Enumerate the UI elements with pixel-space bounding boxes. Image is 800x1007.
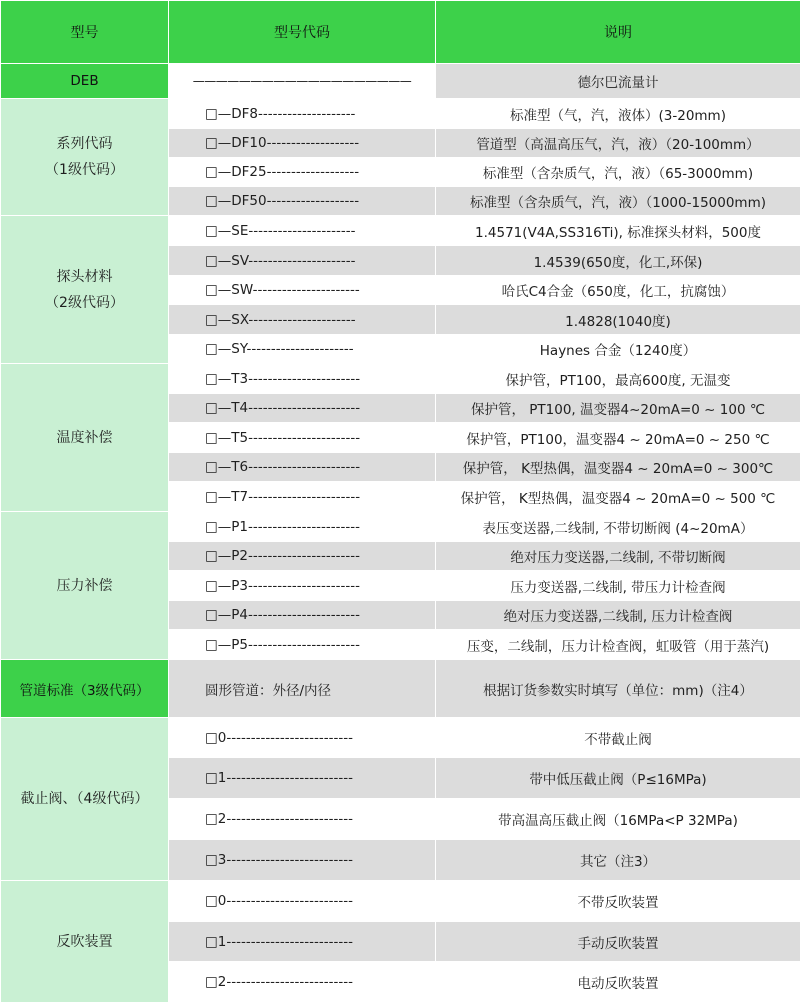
pressure-description: 表压变送器,二线制, 不带切断阀 (4~20mA） <box>436 512 800 542</box>
deb-description: 德尔巴流量计 <box>436 64 800 99</box>
series-code-label <box>1 99 169 216</box>
table-row <box>1 99 800 129</box>
valve-description: 带中低压截止阀（P≤16MPa) <box>436 758 800 799</box>
temp-description: 保护管，PT100，温变器4 ~ 20mA=0 ~ 250 ℃ <box>436 423 800 453</box>
series-description: 标准型（含杂质气，汽，液）（1000-15000mm) <box>436 187 800 216</box>
temp-description: 保护管， K型热偶，温变器4 ~ 20mA=0 ~ 500 ℃ <box>436 482 800 512</box>
probe-code: □—SX---------------------- <box>169 305 436 335</box>
probe-label-level: （2级代码） <box>45 294 124 311</box>
probe-description: 1.4539(650度，化工,环保) <box>436 246 800 276</box>
valve-code: □0-------------------------- <box>169 718 436 758</box>
series-code: □—DF50------------------- <box>169 187 436 216</box>
pressure-description: 压力变送器,二线制, 带压力计检查阀 <box>436 571 800 601</box>
table-row <box>1 881 800 922</box>
temp-code: □—T4----------------------- <box>169 394 436 423</box>
pressure-code: □—P2----------------------- <box>169 542 436 571</box>
valve-description: 带高温高压截止阀（16MPa<P 32MPa) <box>436 799 800 840</box>
stop-valve-label-title: 截止阀、（4级代码） <box>20 791 149 807</box>
probe-label-title: 探头材料 <box>56 268 113 285</box>
blowback-description: 手动反吹装置 <box>436 922 800 962</box>
series-code: □—DF8-------------------- <box>169 99 436 129</box>
header-description: 说明 <box>436 1 800 64</box>
valve-code: □3-------------------------- <box>169 840 436 881</box>
probe-code: □—SY---------------------- <box>169 335 436 364</box>
probe-description: 1.4571(V4A,SS316Ti), 标准探头材料，500度 <box>436 216 800 246</box>
series-label-title: 系列代码 <box>56 136 113 152</box>
pipe-standard-label: 管道标准（3级代码） <box>1 660 169 718</box>
pressure-code: □—P4----------------------- <box>169 601 436 630</box>
series-label-level: （1级代码） <box>45 162 124 178</box>
blowback-description: 电动反吹装置 <box>436 962 800 1003</box>
blowback-code: □1-------------------------- <box>169 922 436 962</box>
temp-description: 保护管， K型热偶，温变器4 ~ 20mA=0 ~ 300℃ <box>436 453 800 482</box>
table-row <box>1 718 800 758</box>
probe-description: 哈氏C4合金（650度，化工，抗腐蚀） <box>436 276 800 305</box>
table-row <box>1 512 800 542</box>
stop-valve-label <box>1 718 169 881</box>
temp-compensation-label <box>1 364 169 512</box>
header-model-code: 型号代码 <box>169 1 436 64</box>
pressure-label-title: 压力补偿 <box>56 577 113 594</box>
blowback-code: □0-------------------------- <box>169 881 436 922</box>
header-model: 型号 <box>1 1 169 64</box>
probe-code: □—SE---------------------- <box>169 216 436 246</box>
temp-code: □—T7----------------------- <box>169 482 436 512</box>
temp-description: 保护管，PT100，最高600度, 无温变 <box>436 364 800 394</box>
valve-code: □2-------------------------- <box>169 799 436 840</box>
valve-description: 不带截止阀 <box>436 718 800 758</box>
probe-material-label <box>1 216 169 364</box>
pressure-description: 压变，二线制，压力计检查阀，虹吸管（用于蒸汽) <box>436 630 800 660</box>
temp-code: □—T6----------------------- <box>169 453 436 482</box>
deb-model: DEB <box>1 64 169 99</box>
series-code: □—DF10------------------- <box>169 129 436 158</box>
blowback-label-title: 反吹装置 <box>56 933 113 950</box>
deb-row <box>1 64 800 99</box>
series-code: □—DF25------------------- <box>169 158 436 187</box>
blowback-description: 不带反吹装置 <box>436 881 800 922</box>
temp-label-title: 温度补偿 <box>56 429 113 446</box>
probe-code: □—SV---------------------- <box>169 246 436 276</box>
pressure-description: 绝对压力变送器,二线制, 不带切断阀 <box>436 542 800 571</box>
table-row <box>1 364 800 394</box>
temp-description: 保护管， PT100, 温变器4~20mA=0 ~ 100 ℃ <box>436 394 800 423</box>
pressure-compensation-label <box>1 512 169 660</box>
series-description: 标准型（气，汽，液体）(3-20mm) <box>436 99 800 129</box>
header-row <box>1 1 800 64</box>
valve-description: 其它（注3） <box>436 840 800 881</box>
pressure-code: □—P5----------------------- <box>169 630 436 660</box>
pipe-standard-code: 圆形管道：外径/内径 <box>169 660 436 718</box>
pressure-code: □—P1----------------------- <box>169 512 436 542</box>
pressure-description: 绝对压力变送器,二线制, 压力计检查阀 <box>436 601 800 630</box>
blowback-code: □2-------------------------- <box>169 962 436 1003</box>
temp-code: □—T3----------------------- <box>169 364 436 394</box>
valve-code: □1-------------------------- <box>169 758 436 799</box>
table-row <box>1 216 800 246</box>
pipe-standard-description: 根据订货参数实时填写（单位：mm)（注4） <box>436 660 800 718</box>
deb-code: ——————————————————— <box>169 64 436 99</box>
pressure-code: □—P3----------------------- <box>169 571 436 601</box>
probe-code: □—SW---------------------- <box>169 276 436 305</box>
probe-description: 1.4828(1040度) <box>436 305 800 335</box>
series-description: 标准型（含杂质气，汽，液）（65-3000mm) <box>436 158 800 187</box>
pipe-standard-row <box>1 660 800 718</box>
blowback-device-label <box>1 881 169 1003</box>
series-description: 管道型（高温高压气，汽，液）（20-100mm） <box>436 129 800 158</box>
temp-code: □—T5----------------------- <box>169 423 436 453</box>
probe-description: Haynes 合金（1240度） <box>436 335 800 364</box>
